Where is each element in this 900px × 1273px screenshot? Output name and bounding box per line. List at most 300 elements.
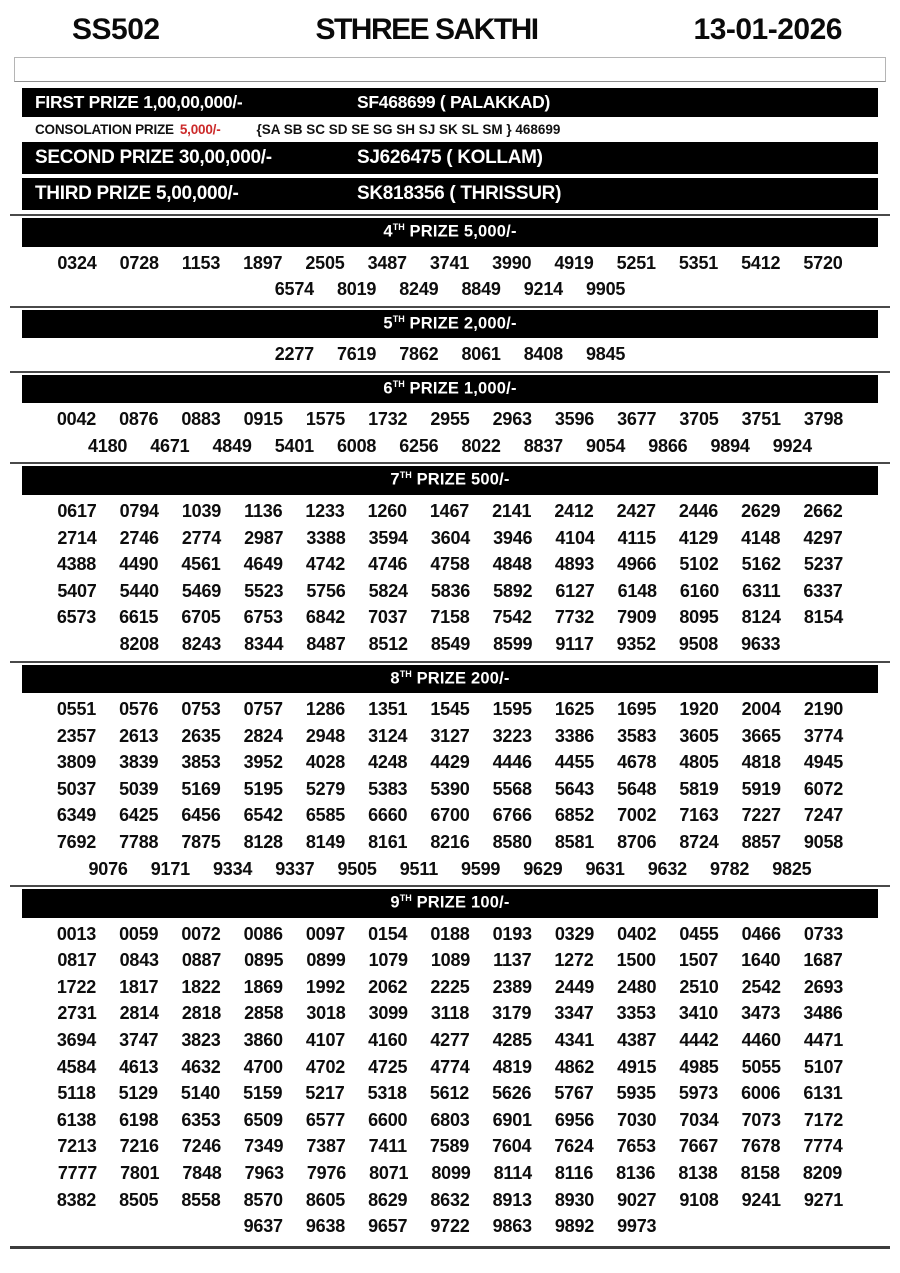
winning-number: 8061	[461, 344, 501, 365]
winning-number: 7387	[306, 1136, 346, 1157]
winning-number: 4945	[803, 752, 844, 773]
winning-number: 7976	[306, 1163, 347, 1184]
winning-number: 5648	[617, 778, 657, 799]
winning-number: 7624	[554, 1136, 594, 1157]
number-row	[0, 406, 900, 433]
winning-number: 1575	[305, 409, 346, 430]
blank-strip	[14, 57, 886, 82]
winning-number: 5195	[243, 778, 283, 799]
winning-number: 2357	[56, 725, 97, 746]
winning-number: 8857	[741, 832, 781, 852]
winning-number: 7788	[119, 832, 159, 852]
winning-number: 5039	[119, 778, 159, 799]
winning-number: 0329	[554, 923, 595, 944]
winning-number: 4893	[554, 554, 595, 575]
winning-number: 3353	[616, 1003, 656, 1024]
winning-number: 6842	[305, 607, 346, 628]
winning-number: 5412	[741, 252, 781, 273]
winning-number: 7862	[399, 344, 439, 365]
winning-number: 2613	[119, 725, 159, 746]
winning-number: 5626	[492, 1083, 532, 1104]
consolation-label: CONSOLATION PRIZE	[35, 122, 174, 137]
winning-number: 4848	[492, 554, 532, 575]
winning-number: 7349	[244, 1136, 284, 1157]
sections-container	[0, 214, 900, 1249]
winning-number: 1732	[368, 409, 408, 430]
winning-number: 8114	[493, 1163, 532, 1184]
winning-number: 9508	[678, 633, 719, 654]
winning-number: 1467	[429, 500, 470, 521]
third-prize-ticket: SK818356 ( THRISSUR)	[357, 183, 562, 204]
winning-number: 6542	[243, 805, 283, 826]
winning-number: 1500	[616, 950, 656, 971]
number-row	[0, 498, 900, 525]
winning-number: 2480	[617, 976, 657, 997]
winning-number: 3386	[554, 725, 595, 746]
winning-number: 5523	[244, 580, 284, 601]
winning-number: 5568	[492, 778, 532, 799]
number-row	[0, 1160, 900, 1187]
winning-number: 7034	[679, 1109, 719, 1130]
winning-number: 7692	[56, 832, 97, 852]
winning-number: 5318	[367, 1083, 407, 1104]
winning-number: 8581	[554, 832, 595, 852]
winning-number: 9845	[586, 344, 626, 365]
winning-number: 7678	[741, 1136, 781, 1157]
winning-number: 1992	[305, 976, 346, 997]
winning-number: 0757	[243, 699, 283, 720]
winning-number: 4115	[617, 527, 656, 548]
winning-number: 4490	[119, 554, 159, 575]
winning-number: 5767	[554, 1083, 594, 1104]
winning-number: 7542	[492, 607, 532, 628]
winning-number: 8408	[523, 344, 563, 365]
winning-number: 1595	[492, 699, 532, 720]
winning-number: 4455	[554, 752, 595, 773]
winning-number: 2629	[741, 500, 781, 521]
winning-number: 4985	[679, 1056, 719, 1077]
number-row	[0, 1213, 900, 1240]
number-row	[0, 276, 900, 303]
winning-number: 0193	[492, 923, 532, 944]
section-divider	[10, 371, 890, 373]
number-row	[0, 1107, 900, 1134]
winning-number: 5279	[305, 778, 346, 799]
second-prize-label: SECOND PRIZE 30,00,000/-	[35, 147, 272, 168]
winning-number: 2062	[368, 976, 408, 997]
winning-number: 0617	[57, 500, 97, 521]
winning-number: 6753	[243, 607, 283, 628]
winning-number: 2693	[803, 976, 844, 997]
winning-number: 1640	[741, 950, 781, 971]
winning-number: 9866	[648, 435, 688, 456]
winning-number: 3124	[368, 725, 408, 746]
winning-number: 2987	[244, 527, 284, 548]
winning-number: 2141	[492, 500, 532, 521]
section-title-rest: PRIZE 500/-	[411, 470, 510, 489]
winning-number: 4678	[617, 752, 657, 773]
winning-number: 0876	[119, 409, 159, 430]
winning-number: 2858	[244, 1003, 284, 1024]
winning-number: 8512	[368, 633, 408, 654]
number-row	[0, 723, 900, 750]
section-ordinal: TH	[399, 470, 412, 481]
winning-number: 9657	[368, 1216, 408, 1237]
number-row	[0, 551, 900, 578]
winning-number: 9633	[741, 633, 781, 654]
winning-number: 9638	[305, 1216, 346, 1237]
winning-number: 1625	[554, 699, 595, 720]
number-row	[0, 433, 900, 460]
winning-number: 9027	[617, 1189, 657, 1210]
winning-number: 1233	[305, 500, 345, 521]
winning-number: 2389	[492, 976, 532, 997]
winning-number: 8580	[492, 832, 532, 852]
winning-number: 8344	[244, 633, 284, 654]
winning-number: 3774	[803, 725, 844, 746]
winning-number: 9973	[617, 1216, 657, 1237]
section-rank: 5	[383, 314, 393, 333]
winning-number: 1136	[244, 500, 283, 521]
winning-number: 4129	[678, 527, 719, 548]
winning-number: 2746	[119, 527, 159, 548]
winning-number: 5162	[741, 554, 781, 575]
winning-number: 4148	[741, 527, 781, 548]
winning-number: 8154	[803, 607, 844, 628]
winning-number: 4107	[305, 1030, 346, 1051]
winning-number: 4919	[554, 252, 594, 273]
winning-number: 8095	[679, 607, 719, 628]
winning-number: 3665	[741, 725, 781, 746]
winning-number: 8071	[369, 1163, 409, 1184]
winning-number: 0086	[243, 923, 283, 944]
winning-number: 5102	[679, 554, 719, 575]
winning-number: 8629	[368, 1189, 408, 1210]
winning-number: 8599	[493, 633, 533, 654]
winning-number: 5383	[368, 778, 408, 799]
winning-number: 7875	[181, 832, 221, 852]
winning-number: 6337	[803, 580, 843, 601]
winning-number: 0899	[306, 950, 346, 971]
winning-number: 4460	[741, 1030, 781, 1051]
winning-number: 7158	[430, 607, 470, 628]
winning-number: 7163	[679, 805, 719, 826]
winning-number: 8570	[243, 1189, 283, 1210]
winning-number: 7037	[368, 607, 408, 628]
winning-number: 5351	[678, 252, 719, 273]
winning-number: 2714	[57, 527, 97, 548]
winning-number: 6700	[430, 805, 470, 826]
winning-number: 3486	[803, 1003, 843, 1024]
winning-number: 3018	[306, 1003, 346, 1024]
winning-number: 2505	[305, 252, 345, 273]
number-row	[0, 856, 900, 883]
winning-number: 1687	[803, 950, 843, 971]
winning-number: 2446	[678, 500, 719, 521]
consolation-prize-row	[22, 121, 878, 138]
winning-number: 1722	[56, 976, 97, 997]
section-title-rest: PRIZE 5,000/-	[404, 222, 517, 241]
winning-number: 0895	[244, 950, 284, 971]
first-prize-ticket: SF468699 ( PALAKKAD)	[357, 92, 551, 112]
winning-number: 2449	[554, 976, 595, 997]
winning-number: 8558	[181, 1189, 221, 1210]
winning-number: 3751	[741, 409, 781, 430]
winning-number: 5919	[741, 778, 781, 799]
number-row	[0, 250, 900, 277]
consolation-series: {SA SB SC SD SE SG SH SJ SK SL SM } 468699	[256, 122, 561, 137]
winning-number: 4742	[305, 554, 346, 575]
winning-number: 4341	[554, 1030, 595, 1051]
winning-number: 4849	[212, 435, 252, 456]
winning-number: 7963	[244, 1163, 284, 1184]
winning-number: 1286	[305, 699, 346, 720]
bottom-rule	[10, 1246, 890, 1249]
winning-number: 9271	[803, 1189, 844, 1210]
winning-number: 0817	[57, 950, 97, 971]
winning-number: 7246	[181, 1136, 222, 1157]
section-ordinal: TH	[399, 668, 412, 679]
number-row	[0, 921, 900, 948]
winning-number: 4819	[492, 1056, 532, 1077]
winning-number: 3694	[56, 1030, 97, 1051]
winning-number: 0154	[368, 923, 408, 944]
winning-number: 0042	[56, 409, 97, 430]
winning-number: 7227	[741, 805, 781, 826]
winning-number: 5612	[429, 1083, 470, 1104]
winning-number: 8549	[430, 633, 471, 654]
winning-number: 4584	[56, 1056, 97, 1077]
winning-number: 9894	[710, 435, 750, 456]
winning-number: 4180	[88, 435, 128, 456]
winning-number: 8632	[430, 1189, 470, 1210]
winning-number: 0059	[119, 923, 159, 944]
winning-number: 3583	[617, 725, 657, 746]
number-row	[0, 1000, 900, 1027]
winning-number: 4613	[119, 1056, 159, 1077]
winning-number: 5037	[56, 778, 97, 799]
winning-number: 4702	[305, 1056, 346, 1077]
winning-number: 5643	[554, 778, 595, 799]
winning-number: 6072	[803, 778, 844, 799]
winning-number: 6615	[119, 607, 159, 628]
winning-number: 8837	[523, 435, 563, 456]
section-title-rest: PRIZE 200/-	[411, 669, 510, 688]
winning-number: 4446	[492, 752, 532, 773]
winning-number: 4277	[430, 1030, 470, 1051]
winning-number: 7732	[554, 607, 595, 628]
winning-number: 5836	[430, 580, 471, 601]
winning-number: 0794	[119, 500, 159, 521]
winning-number: 7653	[616, 1136, 656, 1157]
winning-number: 9058	[803, 832, 844, 852]
winning-number: 7909	[617, 607, 657, 628]
number-row	[0, 974, 900, 1001]
winning-number: 9337	[275, 858, 315, 879]
winning-number: 3223	[492, 725, 532, 746]
winning-number: 6256	[399, 435, 439, 456]
number-row	[0, 802, 900, 829]
winning-number: 6852	[554, 805, 595, 826]
winning-number: 8487	[306, 633, 346, 654]
number-row	[0, 631, 900, 658]
winning-number: 4248	[368, 752, 408, 773]
winning-number: 8124	[741, 607, 781, 628]
winning-number: 2818	[181, 1003, 222, 1024]
winning-number: 9352	[616, 633, 656, 654]
winning-number: 9511	[399, 858, 438, 879]
winning-number: 7172	[803, 1109, 844, 1130]
winning-number: 1079	[368, 950, 408, 971]
section-ordinal: TH	[392, 313, 405, 324]
winning-number: 9825	[772, 858, 812, 879]
winning-number: 9241	[741, 1189, 781, 1210]
winning-number: 1507	[678, 950, 719, 971]
winning-number: 8138	[678, 1163, 718, 1184]
winning-number: 6127	[555, 580, 595, 601]
winning-number: 6803	[430, 1109, 470, 1130]
winning-number: 4671	[150, 435, 190, 456]
winning-number: 5129	[118, 1083, 158, 1104]
winning-number: 8209	[802, 1163, 843, 1184]
winning-number: 2963	[492, 409, 532, 430]
winning-number: 4471	[803, 1030, 844, 1051]
winning-number: 2731	[57, 1003, 97, 1024]
number-row	[0, 776, 900, 803]
winning-number: 2662	[803, 500, 843, 521]
winning-number: 0883	[181, 409, 221, 430]
section-rank: 7	[390, 470, 400, 489]
section-title-rest: PRIZE 100/-	[411, 893, 510, 912]
winning-number: 6006	[741, 1083, 781, 1104]
winning-number: 3839	[119, 752, 159, 773]
number-row	[0, 1133, 900, 1160]
winning-number: 7619	[337, 344, 377, 365]
winning-number: 6148	[617, 580, 657, 601]
winning-number: 3823	[181, 1030, 221, 1051]
winning-number: 0887	[181, 950, 222, 971]
winning-number: 0013	[56, 923, 97, 944]
winning-number: 6509	[243, 1109, 283, 1130]
winning-number: 6353	[181, 1109, 221, 1130]
winning-number: 2955	[430, 409, 470, 430]
winning-number: 2510	[679, 976, 719, 997]
winning-number: 4632	[181, 1056, 221, 1077]
winning-number: 4725	[368, 1056, 408, 1077]
winning-number: 4028	[305, 752, 346, 773]
number-row	[0, 829, 900, 856]
winning-number: 3347	[554, 1003, 594, 1024]
winning-number: 9505	[337, 858, 377, 879]
section-header-5th-prize	[22, 310, 878, 339]
winning-number: 8019	[337, 279, 377, 300]
second-prize-bar	[22, 142, 878, 174]
winning-number: 4442	[679, 1030, 719, 1051]
winning-number: 0551	[56, 699, 97, 720]
first-prize-label: FIRST PRIZE 1,00,00,000/-	[35, 92, 243, 112]
winning-number: 5819	[679, 778, 719, 799]
third-prize-bar	[22, 178, 878, 210]
winning-number: 5756	[306, 580, 346, 601]
number-row	[0, 749, 900, 776]
winning-number: 9108	[679, 1189, 719, 1210]
winning-number: 7216	[119, 1136, 159, 1157]
winning-number: 2824	[243, 725, 283, 746]
winning-number: 6160	[679, 580, 720, 601]
winning-number: 7589	[429, 1136, 470, 1157]
winning-number: 5469	[181, 580, 222, 601]
winning-number: 9892	[554, 1216, 595, 1237]
winning-number: 5217	[305, 1083, 345, 1104]
winning-number: 5892	[493, 580, 533, 601]
winning-number: 0915	[243, 409, 283, 430]
winning-number: 6956	[554, 1109, 595, 1130]
winning-number: 5973	[678, 1083, 719, 1104]
winning-number: 2774	[181, 527, 222, 548]
winning-number: 6585	[305, 805, 346, 826]
winning-number: 8208	[119, 633, 159, 654]
winning-number: 3596	[554, 409, 595, 430]
section-rank: 4	[383, 222, 393, 241]
number-row	[0, 1027, 900, 1054]
winning-number: 7411	[368, 1136, 407, 1157]
winning-number: 0576	[119, 699, 159, 720]
winning-number: 1153	[181, 252, 221, 273]
section-ordinal: TH	[392, 378, 405, 389]
section-rank: 6	[383, 379, 393, 398]
winning-number: 9632	[647, 858, 687, 879]
winning-number: 3747	[119, 1030, 159, 1051]
winning-number: 3410	[678, 1003, 719, 1024]
winning-number: 4862	[554, 1056, 595, 1077]
section-header-8th-prize	[22, 665, 878, 694]
winning-number: 7777	[57, 1163, 98, 1184]
winning-number: 8930	[554, 1189, 595, 1210]
winning-number: 6573	[56, 607, 97, 628]
winning-number: 1351	[368, 699, 408, 720]
number-row	[0, 696, 900, 723]
winning-number: 5401	[274, 435, 314, 456]
winning-number: 5720	[803, 252, 843, 273]
winning-number: 9214	[523, 279, 563, 300]
winning-number: 1089	[430, 950, 471, 971]
winning-number: 3127	[430, 725, 470, 746]
second-prize-ticket: SJ626475 ( KOLLAM)	[357, 147, 543, 168]
winning-number: 3798	[803, 409, 844, 430]
winning-number: 1822	[181, 976, 221, 997]
winning-number: 2635	[181, 725, 221, 746]
section-ordinal: TH	[399, 893, 412, 904]
winning-number: 0728	[119, 252, 159, 273]
section-ordinal: TH	[392, 222, 405, 232]
winning-number: 0072	[181, 923, 221, 944]
winning-number: 7604	[492, 1136, 532, 1157]
number-row	[0, 947, 900, 974]
winning-number: 7030	[617, 1109, 657, 1130]
winning-number: 4966	[617, 554, 657, 575]
winning-number: 6901	[492, 1109, 532, 1130]
winning-number: 3388	[306, 527, 346, 548]
winning-number: 9054	[586, 435, 626, 456]
winning-number: 4160	[368, 1030, 408, 1051]
winning-number: 5440	[119, 580, 159, 601]
winning-number: 3179	[492, 1003, 532, 1024]
number-row	[0, 1054, 900, 1081]
winning-number: 5107	[803, 1056, 844, 1077]
winning-number: 2814	[119, 1003, 159, 1024]
winning-number: 6425	[119, 805, 159, 826]
winning-number: 9334	[213, 858, 253, 879]
